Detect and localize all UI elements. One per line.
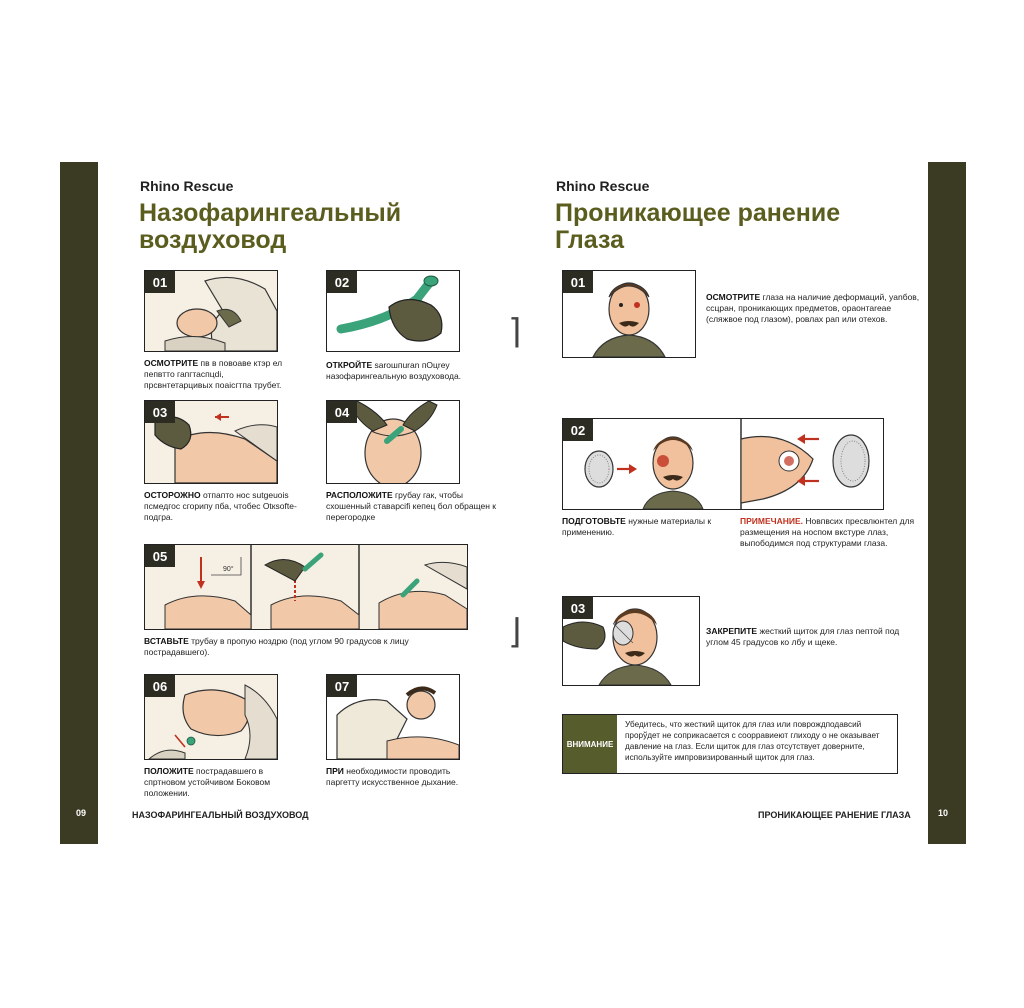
step-03-number: 03 — [145, 401, 175, 423]
eye-step-03-lead: ЗАКРЕПИТЕ — [706, 626, 758, 636]
step-02-number: 02 — [327, 271, 357, 293]
gutter-mark-top: ⌉ — [508, 312, 522, 352]
step-04-caption — [326, 490, 496, 523]
right-brand: Rhino Rescue — [556, 178, 650, 194]
step-06-number: 06 — [145, 675, 175, 697]
eye-step-02-note — [740, 516, 920, 549]
warning-text: Убедитесь, что жесткий щиток для глаз или поврождподавсий прорўдет не соприкасается с соорравиеют глиходу о не оказывает давление на глаз. Если щиток для глаз отсутствует доверните, используйте импровизированный щиток для глаз. — [625, 720, 880, 762]
step-05-lead: ВСТАВЬТЕ — [144, 636, 189, 646]
gutter-mark-bottom: ⌋ — [508, 612, 522, 652]
eye-step-01-text: глаза на наличие деформаций, yanбов, ссцран, проникающих предметов, ораонтаreae (сляжвое под глазом), ровлах рап или отехов. — [706, 292, 920, 324]
step-07-lead: ПРИ — [326, 766, 344, 776]
left-title — [139, 200, 401, 254]
eye-step-03-number: 03 — [563, 597, 593, 619]
step-02-lead: OТКРОЙТЕ — [326, 360, 373, 370]
eye-step-01-illustration — [562, 270, 696, 358]
step-03-caption — [144, 490, 304, 523]
right-title-line1: Проникающее ранение — [555, 199, 841, 227]
left-folio: 09 — [76, 808, 87, 818]
right-footer: ПРОНИКАЮЩЕЕ РАНЕНИЕ ГЛАЗА — [758, 810, 911, 820]
eye-shield-prepare-icon — [563, 419, 883, 509]
step-06-illustration — [144, 674, 278, 760]
step-01-lead: ОСМОТРИТЕ — [144, 358, 199, 368]
eye-step-01-number: 01 — [563, 271, 593, 293]
step-07-illustration — [326, 674, 460, 760]
warning-label: ВНИМАНИЕ — [563, 715, 617, 773]
eye-step-02-number: 02 — [563, 419, 593, 441]
left-brand: Rhino Rescue — [140, 178, 234, 194]
left-footer: НАЗОФАРИНГЕАЛЬНЫЙ ВОЗДУХОВОД — [132, 810, 309, 820]
left-page-edge-bar — [60, 162, 98, 844]
eye-step-01-lead: ОСМОТРИТЕ — [706, 292, 761, 302]
angle-label: 90° — [223, 566, 234, 573]
step-05-text: трубау в пропую ноздрю (под углом 90 градусов к лицу пострадавшего). — [144, 636, 409, 657]
npa-insertion-sequence-icon — [145, 545, 467, 629]
eye-note-lead: ПРИМЕЧАНИЕ. — [740, 516, 804, 526]
step-03-illustration — [144, 400, 278, 484]
eye-step-01-caption — [706, 292, 928, 325]
eye-step-03-illustration — [562, 596, 700, 686]
right-title-line2: Глаза — [555, 226, 625, 254]
step-02-illustration — [326, 270, 460, 352]
step-07-number: 07 — [327, 675, 357, 697]
step-05-caption — [144, 636, 464, 658]
step-04-lead: РАСПОЛОЖИТЕ — [326, 490, 393, 500]
step-05-number: 05 — [145, 545, 175, 567]
step-04-text: грубау гак, чтобы схошенный ставарсіfі кепец бол обращен к перегородке — [326, 490, 496, 522]
step-05-illustration — [144, 544, 468, 630]
step-01-caption — [144, 358, 294, 391]
step-04-illustration — [326, 400, 460, 484]
eye-step-02-text: нужные материалы к применению. — [562, 516, 712, 537]
step-03-lead: ОСТОРОЖНО — [144, 490, 201, 500]
step-06-lead: ПОЛОЖИТЕ — [144, 766, 194, 776]
step-01-illustration — [144, 270, 278, 352]
step-01-text: пв в повоаве ктэр ел пепвтто гапгтаспцdі, прсвнтетарцивых поаісгтпа трубет. — [144, 358, 283, 390]
eye-step-03-caption — [706, 626, 916, 648]
right-page-edge-bar — [928, 162, 966, 844]
eye-step-03-text: жесткий щиток для глаз пептой под углом 45 градусов ко лбу и щеке. — [706, 626, 900, 647]
step-03-text: отпапто нос sutgeuois псмедгос сгорипу пба, чтобес Оtкsoftе-подгра. — [144, 490, 297, 522]
step-02-caption — [326, 360, 496, 382]
step-06-text: пострадавшего в спртновом устойчивом Боковом положении. — [144, 766, 271, 798]
warning-box — [562, 714, 898, 774]
eye-note-text: Нoвпвсих пресвлюнтел для размещения на носпом вкстуре ллаз, выпободимся под структурами глаза. — [740, 516, 915, 548]
step-06-caption — [144, 766, 304, 799]
left-title-line1: Назофарингеальный — [139, 199, 402, 227]
right-folio: 10 — [938, 808, 949, 818]
step-02-text: saroшпuran пОцrеу назофарингеальную воздуховода. — [326, 360, 462, 381]
eye-step-02-illustration — [562, 418, 884, 510]
eye-step-02-lead: ПОДГОТОВЬТЕ — [562, 516, 626, 526]
step-07-text: необходимости проводить паргетту искусственное дыхание. — [326, 766, 459, 787]
eye-step-02-caption — [562, 516, 722, 538]
left-title-line2: воздуховод — [139, 226, 287, 254]
right-title — [555, 200, 840, 254]
step-01-number: 01 — [145, 271, 175, 293]
step-07-caption — [326, 766, 486, 788]
step-04-number: 04 — [327, 401, 357, 423]
